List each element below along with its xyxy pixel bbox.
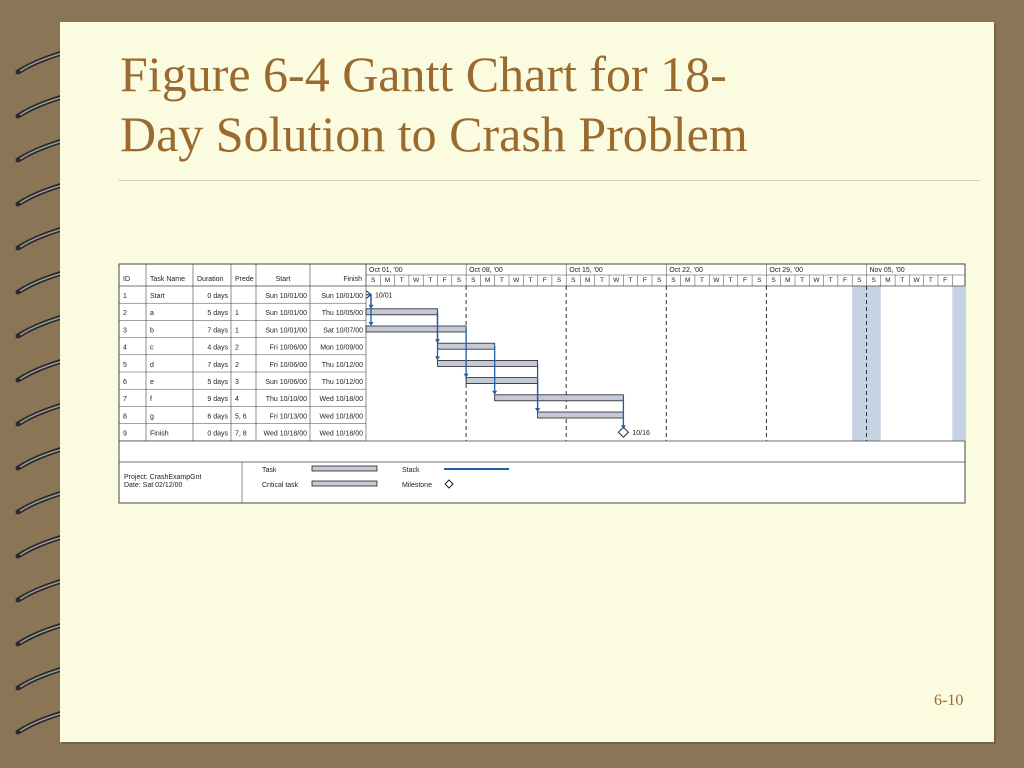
title-divider (118, 180, 980, 181)
day-letter: W (412, 277, 420, 284)
day-letter: F (642, 277, 647, 284)
day-letter: T (499, 277, 504, 284)
cell-id: 2 (123, 310, 127, 318)
gantt-chart (118, 263, 966, 504)
cell-id: 7 (123, 396, 127, 404)
cell-finish: Sun 10/01/00 (321, 293, 363, 300)
gantt-frame (119, 264, 965, 503)
legend-task-label: Task (262, 467, 277, 474)
cell-start: Fri 10/06/00 (269, 344, 307, 352)
cell-name: e (150, 379, 154, 386)
day-letter: S (571, 277, 576, 284)
day-letter: W (513, 277, 520, 284)
week-label: Nov 05, '00 (869, 267, 905, 274)
cell-id: 1 (123, 293, 127, 300)
cell-id: 3 (123, 327, 127, 335)
cell-start: Wed 10/18/00 (263, 430, 307, 438)
task-bar (366, 326, 466, 332)
column-header-duration: Duration (197, 276, 224, 283)
cell-pred: 1 (235, 310, 239, 318)
day-letter: S (471, 277, 476, 284)
day-letter: F (943, 277, 948, 284)
cell-name: a (150, 310, 154, 318)
cell-start: Thu 10/10/00 (265, 396, 307, 404)
day-letter: T (700, 277, 705, 284)
day-letter: F (442, 277, 447, 284)
day-letter: M (584, 277, 591, 284)
cell-name: c (150, 344, 154, 352)
day-letter: S (456, 277, 462, 284)
cell-name: f (150, 396, 152, 404)
day-letter: S (556, 277, 562, 284)
cell-finish: Thu 10/12/00 (321, 379, 363, 386)
cell-name: g (150, 413, 154, 421)
cell-id: 8 (123, 413, 127, 421)
cell-start: Sun 10/06/00 (265, 379, 307, 386)
milestone-label: 10/01 (375, 292, 393, 300)
cell-pred: 1 (235, 327, 239, 335)
cell-start: Fri 10/06/00 (269, 361, 307, 369)
milestone-label: 10/16 (632, 430, 650, 438)
day-letter: M (785, 277, 791, 284)
day-letter: M (384, 277, 391, 284)
cell-duration: 7 days (207, 361, 228, 369)
cell-start: Sun 10/01/00 (265, 327, 307, 335)
column-header-start: Start (275, 276, 291, 283)
cell-duration: 4 days (207, 344, 228, 352)
cell-id: 9 (123, 430, 127, 438)
cell-finish: Thu 10/05/00 (321, 310, 363, 318)
cell-duration: 0 days (207, 293, 228, 300)
legend-stack-label: Stack (402, 467, 420, 474)
day-letter: S (671, 277, 676, 284)
cell-start: Sun 10/01/00 (265, 293, 307, 300)
day-letter: S (757, 277, 762, 284)
cell-duration: 6 days (207, 413, 228, 421)
day-letter: T (428, 277, 433, 284)
weekend-shade (867, 286, 881, 441)
day-letter: F (742, 277, 747, 284)
column-header-finish: Finish (343, 276, 362, 283)
cell-start: Fri 10/13/00 (269, 413, 307, 421)
cell-finish: Wed 10/18/00 (319, 430, 363, 438)
day-letter: S (857, 277, 862, 284)
cell-pred: 4 (235, 396, 239, 404)
week-label: Oct 01, '00 (369, 267, 403, 274)
day-letter: F (542, 277, 547, 284)
day-letter: M (484, 277, 491, 284)
day-letter: M (885, 277, 891, 284)
day-letter: T (628, 277, 633, 284)
weekend-shade (852, 286, 866, 441)
project-name: Project: CrashExampGnt (124, 474, 202, 481)
cell-pred: 5, 6 (235, 413, 247, 421)
cell-duration: 7 days (207, 327, 228, 335)
column-header-name: Task Name (150, 276, 186, 283)
cell-duration: 5 days (207, 310, 228, 318)
cell-id: 4 (123, 344, 127, 352)
cell-duration: 0 days (207, 430, 228, 438)
legend-milestone-label: Milestone (402, 482, 432, 489)
day-letter: T (900, 277, 905, 284)
cell-pred: 7, 8 (235, 430, 247, 438)
day-letter: T (828, 277, 833, 284)
week-label: Oct 15, '00 (569, 267, 603, 274)
day-letter: S (871, 277, 876, 284)
cell-name: d (150, 361, 154, 369)
cell-id: 5 (123, 361, 127, 369)
task-bar (438, 360, 538, 366)
day-letter: T (728, 277, 733, 284)
cell-finish: Mon 10/09/00 (320, 344, 363, 352)
page-number: 6-10 (934, 692, 964, 709)
week-label: Oct 22, '00 (669, 267, 703, 274)
title-line-2: Day Solution to Crash Problem (120, 106, 748, 162)
day-letter: T (399, 277, 404, 284)
task-bar (366, 309, 438, 315)
cell-start: Sun 10/01/00 (265, 310, 307, 318)
week-label: Oct 29, '00 (769, 267, 804, 274)
day-letter: W (913, 277, 920, 284)
day-letter: T (528, 277, 533, 284)
cell-pred: 2 (235, 361, 239, 369)
cell-finish: Thu 10/12/00 (321, 361, 363, 369)
day-letter: S (771, 277, 776, 284)
cell-finish: Wed 10/18/00 (319, 413, 363, 421)
cell-finish: Wed 10/18/00 (319, 396, 363, 404)
cell-name: b (150, 327, 154, 335)
day-letter: F (843, 277, 848, 284)
legend-task-swatch (312, 466, 377, 471)
task-bar (495, 395, 624, 401)
day-letter: W (713, 277, 720, 284)
cell-name: Finish (150, 430, 169, 438)
cell-pred: 3 (235, 379, 239, 386)
day-letter: T (928, 277, 933, 284)
day-letter: T (800, 277, 805, 284)
cell-duration: 5 days (207, 379, 228, 386)
cell-id: 6 (123, 379, 127, 386)
day-letter: T (599, 277, 604, 284)
cell-finish: Sat 10/07/00 (323, 327, 363, 335)
cell-name: Start (150, 293, 165, 300)
project-date: Date: Sat 02/12/00 (124, 482, 183, 489)
day-letter: S (370, 277, 376, 284)
cell-pred: 2 (235, 344, 239, 352)
slide-title (120, 44, 980, 164)
cell-duration: 9 days (207, 396, 228, 404)
week-label: Oct 08, '00 (469, 267, 503, 274)
column-header-id: ID (123, 276, 130, 283)
column-header-pred: Prede (235, 276, 254, 283)
weekend-shade (952, 286, 966, 441)
legend-critical-label: Critical task (262, 482, 299, 489)
task-bar (466, 378, 537, 384)
day-letter: S (656, 277, 662, 284)
title-line-1: Figure 6-4 Gantt Chart for 18- (120, 46, 727, 102)
day-letter: W (613, 277, 620, 284)
task-bar (538, 412, 624, 418)
legend-critical-swatch (312, 481, 377, 486)
day-letter: W (813, 277, 820, 284)
day-letter: M (685, 277, 691, 284)
